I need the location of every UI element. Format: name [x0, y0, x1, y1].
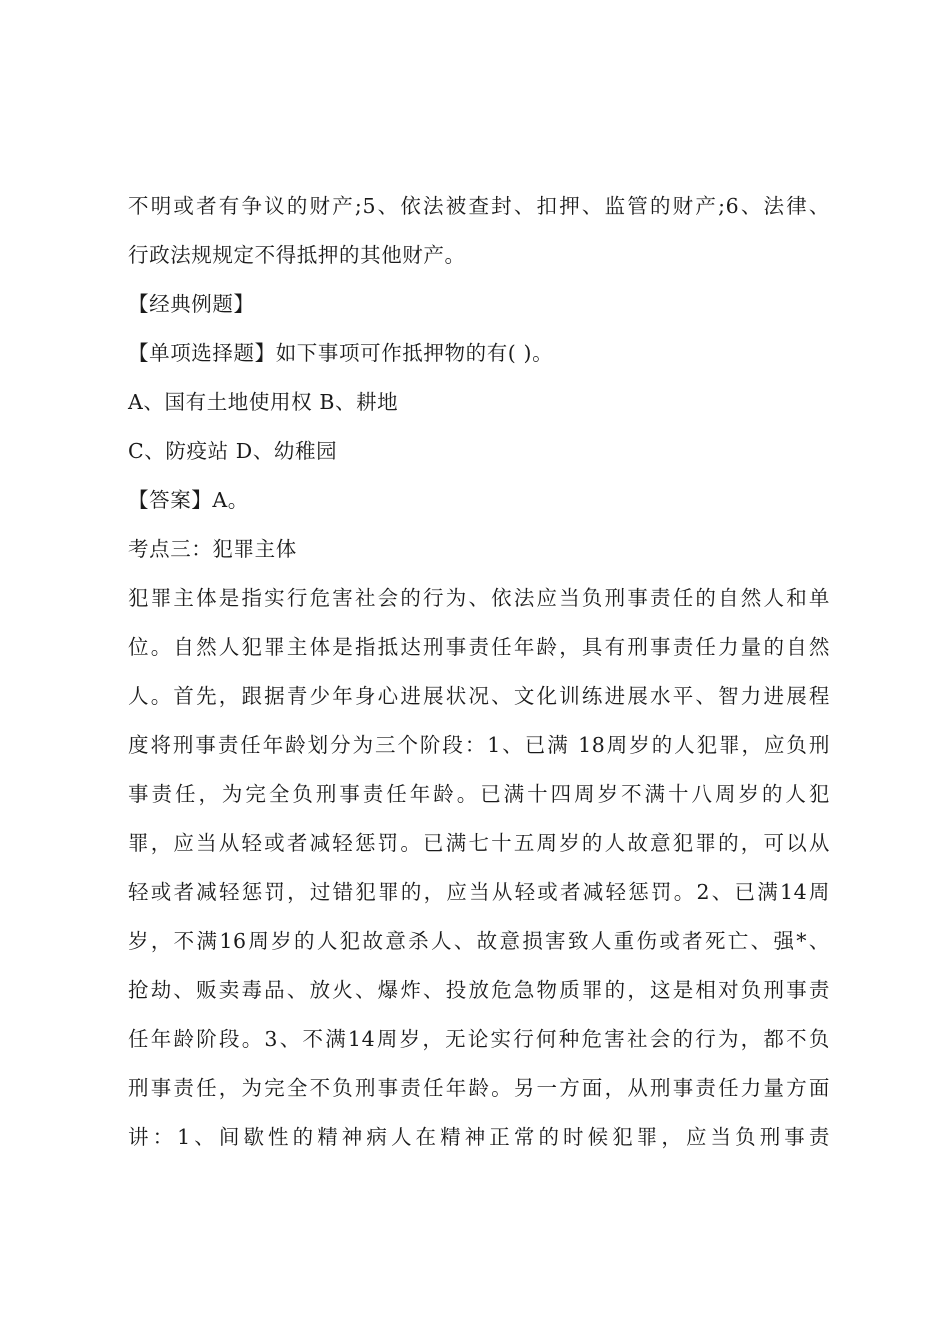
example-heading: 【经典例题】 — [128, 292, 255, 316]
paragraph-line: 讲：1、间歇性的精神病人在精神正常的时候犯罪，应当负刑事责 — [128, 1125, 830, 1149]
paragraph-line: 任年龄阶段。3、不满14周岁，无论实行何种危害社会的行为，都不负 — [128, 1027, 830, 1051]
paragraph-line: 轻或者减轻惩罚，过错犯罪的，应当从轻或者减轻惩罚。2、已满14周 — [128, 880, 830, 904]
paragraph-line: 抢劫、贩卖毒品、放火、爆炸、投放危急物质罪的，这是相对负刑事责 — [128, 978, 830, 1002]
paragraph-line: 度将刑事责任年龄划分为三个阶段：1、已满 18周岁的人犯罪，应负刑 — [128, 733, 830, 757]
example-options-ab: A、国有土地使用权 B、耕地 — [128, 390, 399, 414]
paragraph-line: 位。自然人犯罪主体是指抵达刑事责任年龄，具有刑事责任力量的自然 — [128, 635, 830, 659]
paragraph-line: 罪，应当从轻或者减轻惩罚。已满七十五周岁的人故意犯罪的，可以从 — [128, 831, 830, 855]
paragraph-line: 刑事责任，为完全不负刑事责任年龄。另一方面，从刑事责任力量方面 — [128, 1076, 830, 1100]
example-options-cd: C、防疫站 D、幼稚园 — [128, 439, 338, 463]
intro-line-2: 行政法规规定不得抵押的其他财产。 — [128, 243, 466, 267]
intro-line-1: 不明或者有争议的财产;5、依法被查封、扣押、监管的财产;6、法律、 — [128, 194, 830, 218]
paragraph-line: 人。首先，跟据青少年身心进展状况、文化训练进展水平、智力进展程 — [128, 684, 830, 708]
paragraph-line: 事责任，为完全负刑事责任年龄。已满十四周岁不满十八周岁的人犯 — [128, 782, 830, 806]
paragraph-line: 岁，不满16周岁的人犯故意杀人、故意损害致人重伤或者死亡、强*、 — [128, 929, 830, 953]
section-title: 考点三：犯罪主体 — [128, 537, 297, 561]
paragraph-line: 犯罪主体是指实行危害社会的行为、依法应当负刑事责任的自然人和单 — [128, 586, 830, 610]
example-answer: 【答案】A。 — [128, 488, 249, 512]
example-question: 【单项选择题】如下事项可作抵押物的有( )。 — [128, 341, 554, 365]
